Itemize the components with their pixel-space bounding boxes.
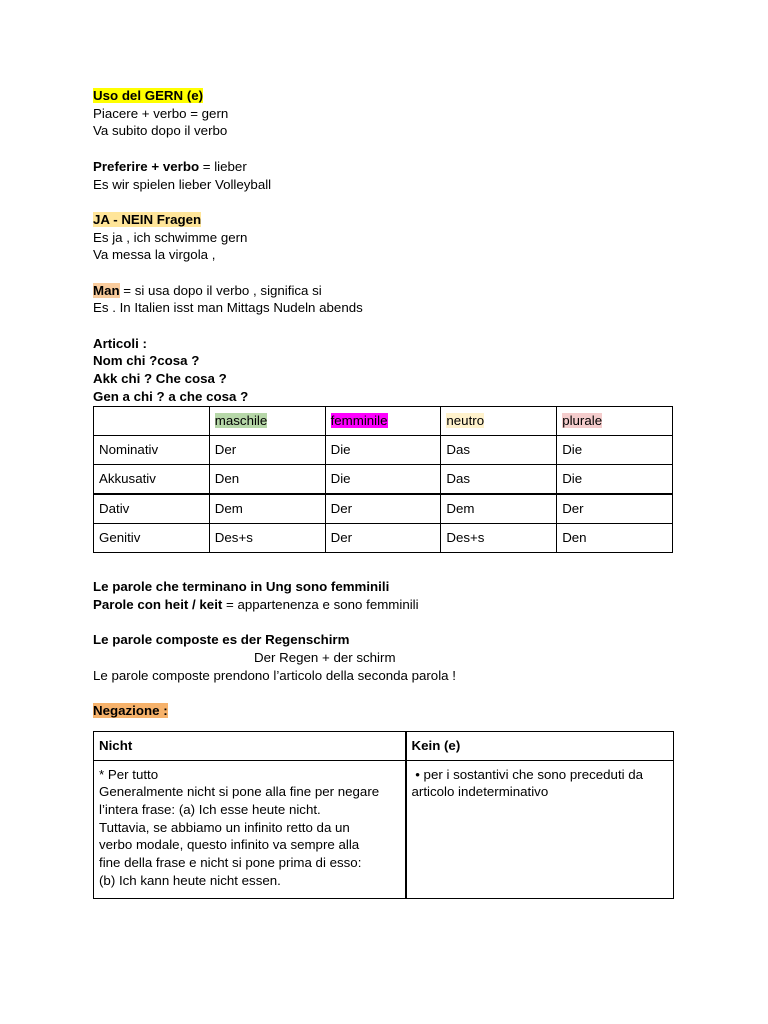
composte-title: Le parole composte es der Regenschirm	[93, 632, 350, 648]
heit-keit-rest: = appartenenza e sono femminili	[222, 596, 419, 612]
ung-line-1: Le parole che terminano in Ung sono femminili	[93, 579, 390, 595]
gern-title: Uso del GERN (e)	[93, 88, 204, 103]
kein-line: • per i sostantivi che sono preceduti da	[411, 766, 644, 782]
table-cell: Dativ	[94, 494, 210, 524]
table-cell: Die	[557, 464, 673, 494]
table-cell: Des+s	[441, 523, 557, 552]
articles-header-neutro: neutro	[441, 406, 557, 435]
nicht-line: * Per tutto	[99, 766, 159, 782]
negation-kein-cell	[406, 760, 674, 898]
articoli-line-2: Nom chi ?cosa ?	[93, 353, 200, 369]
table-cell: Genitiv	[94, 523, 210, 552]
lieber-rest: = lieber	[199, 158, 247, 174]
table-cell: Der	[557, 494, 673, 524]
gern-line-1: Piacere + verbo = gern	[93, 105, 229, 121]
table-cell: Das	[441, 464, 557, 494]
table-cell: Akkusativ	[94, 464, 210, 494]
negazione-title: Negazione :	[93, 703, 168, 719]
nicht-line: Tuttavia, se abbiamo un infinito retto da un	[99, 819, 350, 835]
table-cell: Den	[209, 464, 325, 494]
table-cell: Der	[209, 435, 325, 464]
table-cell: Der	[325, 523, 441, 552]
lieber-bold: Preferire + verbo	[93, 158, 200, 174]
ja-nein-title-line	[93, 211, 673, 229]
nicht-line: verbo modale, questo infinito va sempre alla	[99, 837, 360, 853]
articoli-line-1: Articoli :	[93, 335, 147, 351]
lieber-line-1	[93, 158, 673, 176]
ja-nein-line-2: Va messa la virgola ,	[93, 247, 216, 263]
negation-nicht-cell	[94, 760, 406, 898]
table-cell: Den	[557, 523, 673, 552]
gern-line-2: Va subito dopo il verbo	[93, 123, 228, 139]
negation-header-row	[94, 731, 674, 760]
heit-keit-bold: Parole con heit / keit	[93, 596, 223, 612]
table-cell: Die	[325, 464, 441, 494]
kein-line: articolo indeterminativo	[411, 784, 549, 800]
articles-table	[93, 406, 673, 553]
table-cell: Die	[325, 435, 441, 464]
table-cell: Das	[441, 435, 557, 464]
articles-header-femminile: femminile	[325, 406, 441, 435]
negation-table	[93, 731, 674, 899]
articoli-line-3: Akk chi ? Che cosa ?	[93, 371, 227, 387]
articles-header-maschile: maschile	[209, 406, 325, 435]
table-cell: Die	[557, 435, 673, 464]
articles-row-genitiv	[94, 523, 673, 552]
articles-row-dativ	[94, 494, 673, 524]
ung-line-2	[93, 596, 673, 614]
man-rest: = si usa dopo il verbo , significa si	[119, 282, 322, 298]
negation-header-kein: Kein (e)	[406, 731, 674, 760]
nicht-line: l’intera frase: (a) Ich esse heute nicht.	[99, 801, 321, 817]
nicht-line: fine della frase e nicht si pone prima di esso:	[99, 855, 362, 871]
gern-title-line	[93, 87, 673, 105]
table-cell: Dem	[441, 494, 557, 524]
articles-header-plurale: plurale	[557, 406, 673, 435]
nicht-line: (b) Ich kann heute nicht essen.	[99, 872, 281, 888]
articoli-line-4: Gen a chi ? a che cosa ?	[93, 388, 249, 404]
negazione-title-line	[93, 702, 673, 720]
articles-header-row	[94, 406, 673, 435]
table-cell: Der	[325, 494, 441, 524]
table-cell: Nominativ	[94, 435, 210, 464]
articles-header-empty	[94, 406, 210, 435]
composte-rule: Le parole composte prendono l’articolo della seconda parola !	[93, 667, 456, 683]
negation-body-row	[94, 760, 674, 898]
articles-row-nominativ	[94, 435, 673, 464]
man-line-2: Es . In Italien isst man Mittags Nudeln abends	[93, 300, 363, 316]
lieber-line-2: Es wir spielen lieber Volleyball	[93, 176, 272, 192]
ja-nein-title: JA - NEIN Fragen	[93, 211, 202, 227]
man-line-1	[93, 282, 673, 300]
articles-row-akkusativ	[94, 464, 673, 494]
ja-nein-line-1: Es ja , ich schwimme gern	[93, 229, 248, 245]
composte-example: Der Regen + der schirm	[254, 650, 396, 666]
man-bold: Man	[93, 282, 120, 298]
nicht-line: Generalmente nicht si pone alla fine per negare	[99, 784, 380, 800]
table-cell: Dem	[209, 494, 325, 524]
document-page	[93, 87, 673, 899]
negation-header-nicht: Nicht	[94, 731, 406, 760]
table-cell: Des+s	[209, 523, 325, 552]
